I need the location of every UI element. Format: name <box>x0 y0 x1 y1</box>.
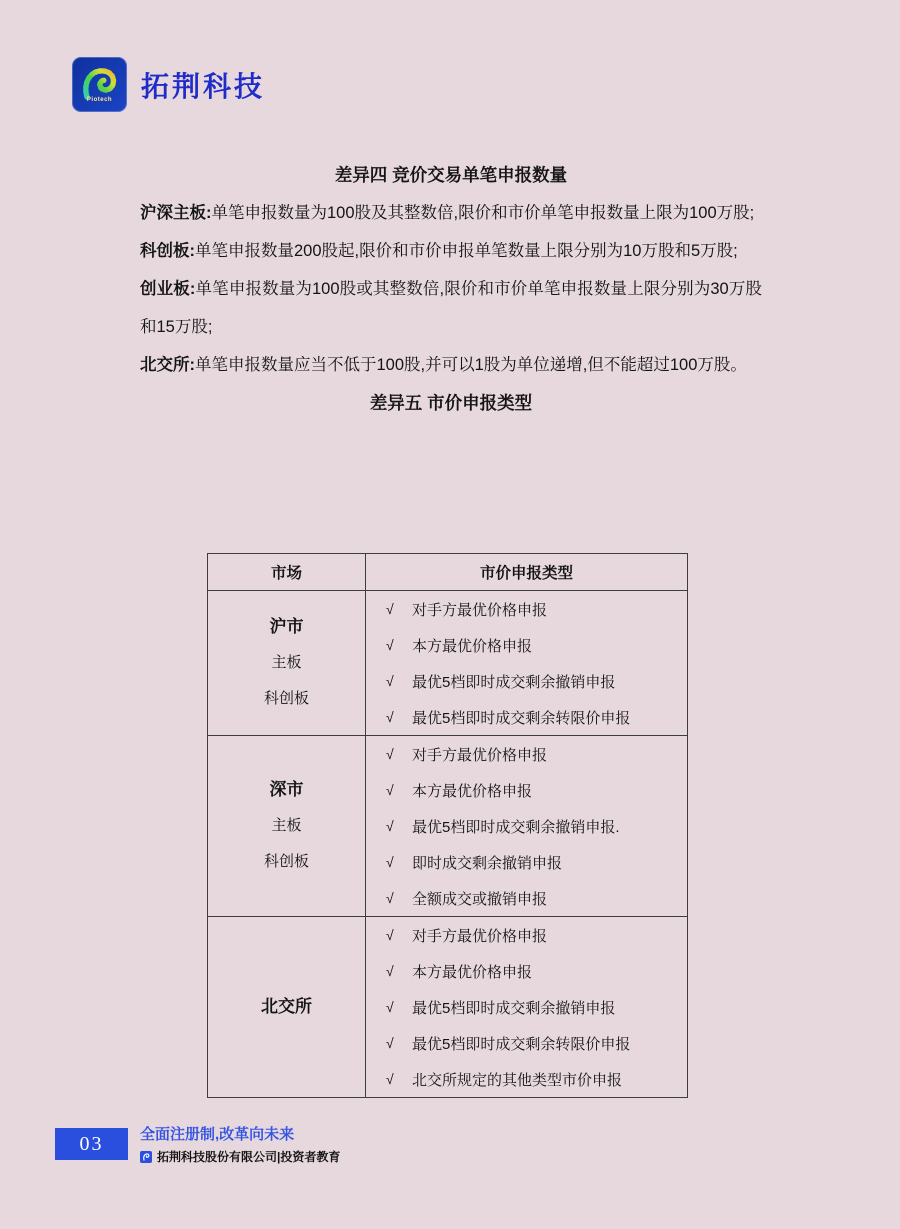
order-type-item <box>366 699 687 735</box>
order-type-item <box>366 808 687 844</box>
order-type-item <box>366 953 687 989</box>
order-type-label: 最优5档即时成交剩余转限价申报 <box>412 709 631 727</box>
check-icon: √ <box>386 709 394 725</box>
section1-title: 差异四 竞价交易单笔申报数量 <box>334 165 568 185</box>
logo-subtext: Piotech <box>86 96 113 103</box>
check-icon: √ <box>386 782 394 798</box>
section2-title: 差异五 市价申报类型 <box>369 393 533 413</box>
document-body <box>140 156 762 422</box>
market-sub: 主板 <box>271 817 302 834</box>
market-name: 深市 <box>269 780 304 799</box>
column-header-order-type: 市价申报类型 <box>366 554 688 591</box>
table-row-shenzhen <box>208 736 688 917</box>
order-type-label: 本方最优价格申报 <box>412 637 533 655</box>
order-type-item <box>366 844 687 880</box>
page-footer <box>0 1124 900 1184</box>
order-type-label: 北交所规定的其他类型市价申报 <box>412 1071 623 1089</box>
footer-company-label: 拓荆科技股份有限公司|投资者教育 <box>157 1150 341 1164</box>
order-type-label: 最优5档即时成交剩余撤销申报. <box>412 818 620 836</box>
order-type-label: 最优5档即时成交剩余撤销申报 <box>412 999 616 1017</box>
market-name: 沪市 <box>269 617 304 636</box>
check-icon: √ <box>386 927 394 943</box>
header-logo <box>72 57 265 112</box>
order-types-cell <box>366 736 688 917</box>
column-header-market: 市场 <box>208 554 366 591</box>
order-type-label: 本方最优价格申报 <box>412 963 533 981</box>
order-type-item <box>366 772 687 808</box>
check-icon: √ <box>386 890 394 906</box>
order-type-label: 对手方最优价格申报 <box>412 601 548 619</box>
check-icon: √ <box>386 963 394 979</box>
logo-wordmark: 拓荆科技 <box>141 70 266 102</box>
market-order-type-table <box>207 553 688 1098</box>
paragraph-chinext <box>140 270 762 346</box>
paragraph-label: 创业板: <box>140 280 196 298</box>
order-type-item <box>366 1061 687 1097</box>
order-type-item <box>366 627 687 663</box>
page-number-badge: 03 <box>55 1128 128 1160</box>
footer-text-block <box>140 1124 340 1165</box>
paragraph-text: 单笔申报数量为100股或其整数倍,限价和市价单笔申报数量上限分别为30万股和15万股; <box>140 280 762 336</box>
order-type-item <box>366 917 687 953</box>
paragraph-text: 单笔申报数量应当不低于100股,并可以1股为单位递增,但不能超过100万股。 <box>195 356 747 374</box>
footer-slogan: 全面注册制,改革向未来 <box>140 1126 295 1143</box>
order-types-cell <box>366 591 688 736</box>
order-type-label: 对手方最优价格申报 <box>412 746 548 764</box>
paragraph-label: 北交所: <box>140 356 195 374</box>
paragraph-main-board <box>140 194 762 232</box>
check-icon: √ <box>386 818 394 834</box>
order-type-label: 全额成交或撤销申报 <box>412 890 548 908</box>
check-icon: √ <box>386 673 394 689</box>
order-type-item <box>366 989 687 1025</box>
piotech-logo-icon <box>72 57 127 112</box>
market-sub: 科创板 <box>263 690 309 707</box>
paragraph-label: 科创板: <box>140 242 195 260</box>
check-icon: √ <box>386 637 394 653</box>
order-types-cell <box>366 917 688 1098</box>
paragraph-text: 单笔申报数量200股起,限价和市价申报单笔数量上限分别为10万股和5万股; <box>195 242 738 260</box>
table-row-beijing <box>208 917 688 1098</box>
table-row-shanghai <box>208 591 688 736</box>
check-icon: √ <box>386 999 394 1015</box>
market-name: 北交所 <box>261 997 312 1016</box>
market-sub: 科创板 <box>263 853 309 870</box>
check-icon: √ <box>386 746 394 762</box>
order-type-item <box>366 880 687 916</box>
check-icon: √ <box>386 1035 394 1051</box>
order-type-label: 即时成交剩余撤销申报 <box>412 854 563 872</box>
order-type-label: 对手方最优价格申报 <box>412 927 548 945</box>
market-cell <box>208 736 366 917</box>
piotech-mini-logo-icon <box>140 1151 152 1163</box>
order-type-label: 最优5档即时成交剩余撤销申报 <box>412 673 616 691</box>
order-type-item <box>366 736 687 772</box>
paragraph-text: 单笔申报数量为100股及其整数倍,限价和市价单笔申报数量上限为100万股; <box>211 204 755 222</box>
footer-company-row <box>140 1148 340 1165</box>
table-header-row <box>208 554 688 591</box>
order-type-label: 最优5档即时成交剩余转限价申报 <box>412 1035 631 1053</box>
market-cell <box>208 917 366 1098</box>
check-icon: √ <box>386 601 394 617</box>
paragraph-star-board <box>140 232 762 270</box>
paragraph-label: 沪深主板: <box>140 204 212 222</box>
check-icon: √ <box>386 854 394 870</box>
check-icon: √ <box>386 1071 394 1087</box>
order-type-item <box>366 1025 687 1061</box>
paragraph-bse <box>140 346 762 384</box>
order-type-label: 本方最优价格申报 <box>412 782 533 800</box>
market-cell <box>208 591 366 736</box>
logo-swirl-icon <box>80 67 120 101</box>
order-type-item <box>366 591 687 627</box>
market-sub: 主板 <box>271 654 302 671</box>
order-type-item <box>366 663 687 699</box>
